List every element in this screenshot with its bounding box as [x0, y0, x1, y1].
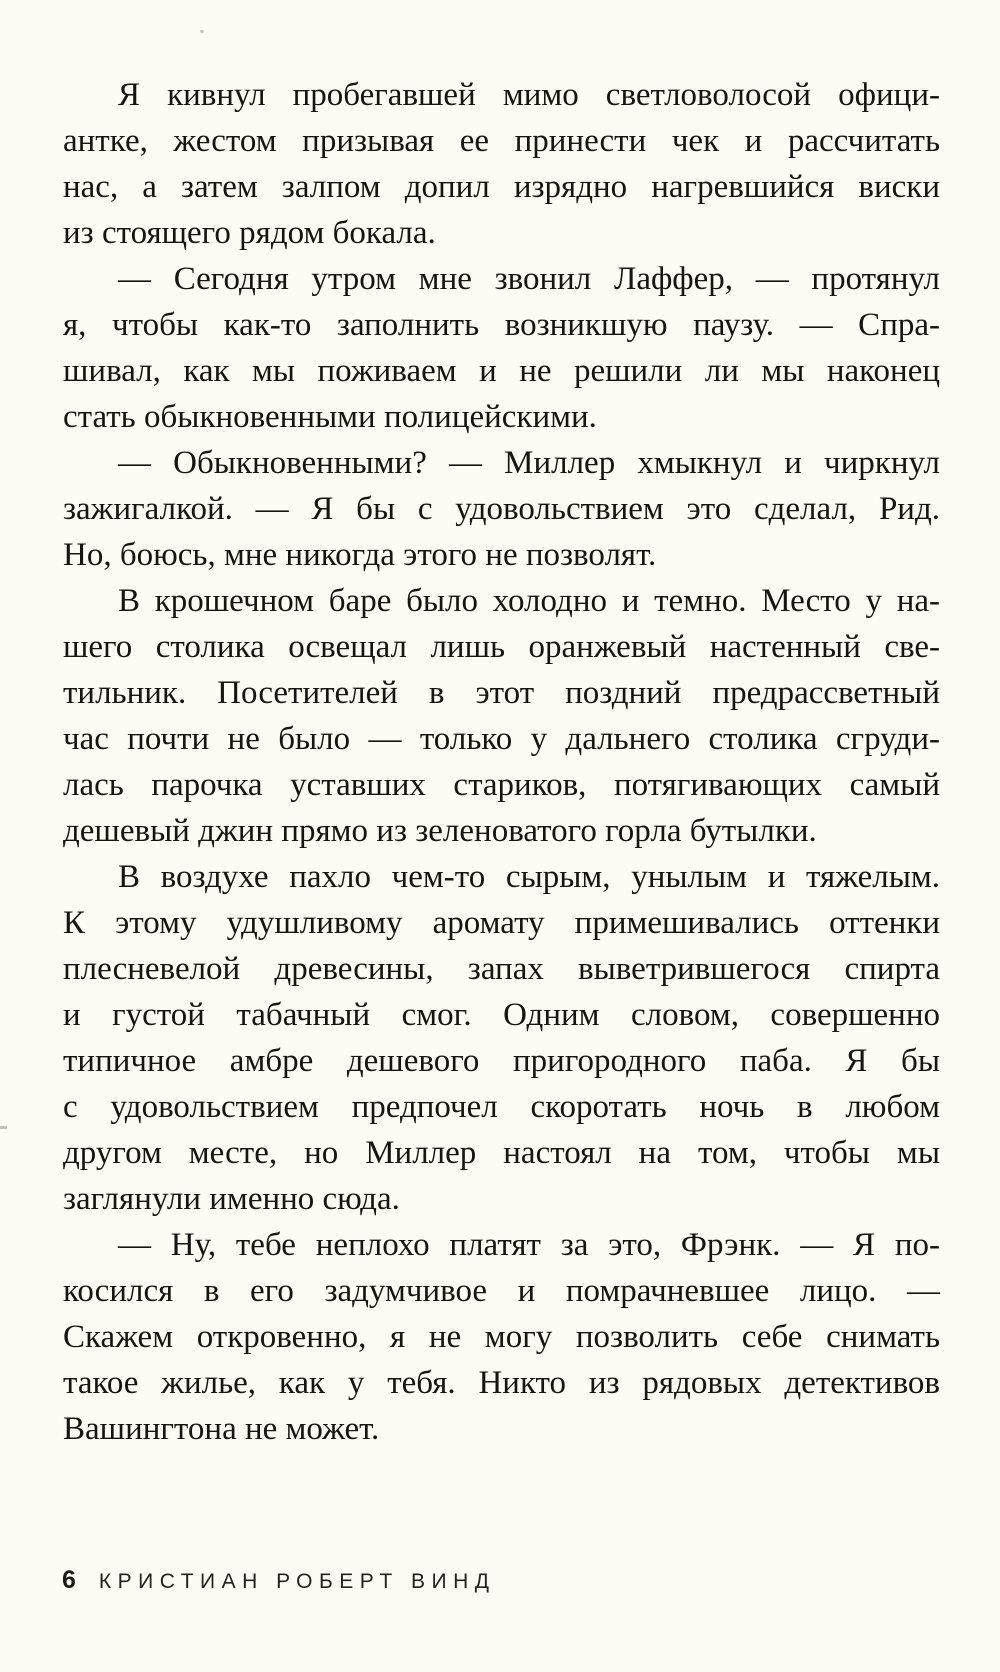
text-line: с удовольствием предпочел скоротать ночь в любом — [63, 1089, 940, 1125]
scan-artifact-dot — [200, 30, 204, 33]
paragraph — [63, 1222, 940, 1452]
text-line: косился в его задумчивое и помрачневшее лицо. — — [63, 1273, 940, 1309]
paragraph — [63, 72, 940, 256]
text-line: плесневелой древесины, запах выветрившегося спирта — [63, 951, 940, 987]
paragraph — [63, 854, 940, 1222]
text-line: такое жилье, как у тебя. Никто из рядовых детективов — [63, 1365, 940, 1401]
text-line: К этому удушливому аромату примешивались оттенки — [63, 905, 940, 941]
text-line: стать обыкновенными полицейскими. — [63, 399, 597, 435]
scan-artifact-dash — [0, 1126, 7, 1129]
text-line: В воздухе пахло чем-то сырым, унылым и тяжелым. — [118, 859, 940, 895]
page-number: 6 — [62, 1566, 77, 1594]
text-line: — Ну, тебе неплохо платят за это, Фрэнк. — Я по- — [118, 1227, 940, 1263]
paragraph — [63, 578, 940, 854]
text-line: — Сегодня утром мне звонил Лаффер, — протянул — [118, 261, 940, 297]
text-line: Скажем откровенно, я не могу позволить себе снимать — [63, 1319, 940, 1355]
text-line: и густой табачный смог. Одним словом, совершенно — [63, 997, 940, 1033]
text-line: лась парочка уставших стариков, потягивающих самый — [63, 767, 940, 803]
text-line: антке, жестом призывая ее принести чек и рассчитать — [63, 123, 940, 159]
text-line: Вашингтона не может. — [63, 1411, 380, 1447]
text-line: тильник. Посетителей в этот поздний предрассветный — [63, 675, 940, 711]
text-line: типичное амбре дешевого пригородного паба. Я бы — [63, 1043, 940, 1079]
text-line: зажигалкой. — Я бы с удовольствием это сделал, Рид. — [63, 491, 940, 527]
text-line: из стоящего рядом бокала. — [63, 215, 436, 251]
text-line: заглянули именно сюда. — [63, 1181, 400, 1217]
text-line: Я кивнул пробегавшей мимо светловолосой офици- — [118, 77, 940, 113]
running-title: КРИСТИАН РОБЕРТ ВИНД — [98, 1570, 496, 1593]
text-line: нас, а затем залпом допил изрядно нагревшийся виски — [63, 169, 940, 205]
text-line: другом месте, но Миллер настоял на том, чтобы мы — [63, 1135, 940, 1171]
page-footer — [62, 1566, 496, 1595]
text-line: шивал, как мы поживаем и не решили ли мы наконец — [63, 353, 940, 389]
text-line: я, чтобы как-то заполнить возникшую паузу. — Спра- — [63, 307, 940, 343]
paragraph — [63, 440, 940, 578]
text-block — [63, 72, 940, 1452]
text-line: Но, боюсь, мне никогда этого не позволят. — [63, 537, 657, 573]
text-line: — Обыкновенными? — Миллер хмыкнул и чиркнул — [118, 445, 940, 481]
text-line: В крошечном баре было холодно и темно. Место у на- — [118, 583, 940, 619]
paragraph — [63, 256, 940, 440]
text-line: час почти не было — только у дальнего столика сгруди- — [63, 721, 940, 757]
text-line: дешевый джин прямо из зеленоватого горла бутылки. — [63, 813, 817, 849]
text-line: шего столика освещал лишь оранжевый настенный све- — [63, 629, 940, 665]
